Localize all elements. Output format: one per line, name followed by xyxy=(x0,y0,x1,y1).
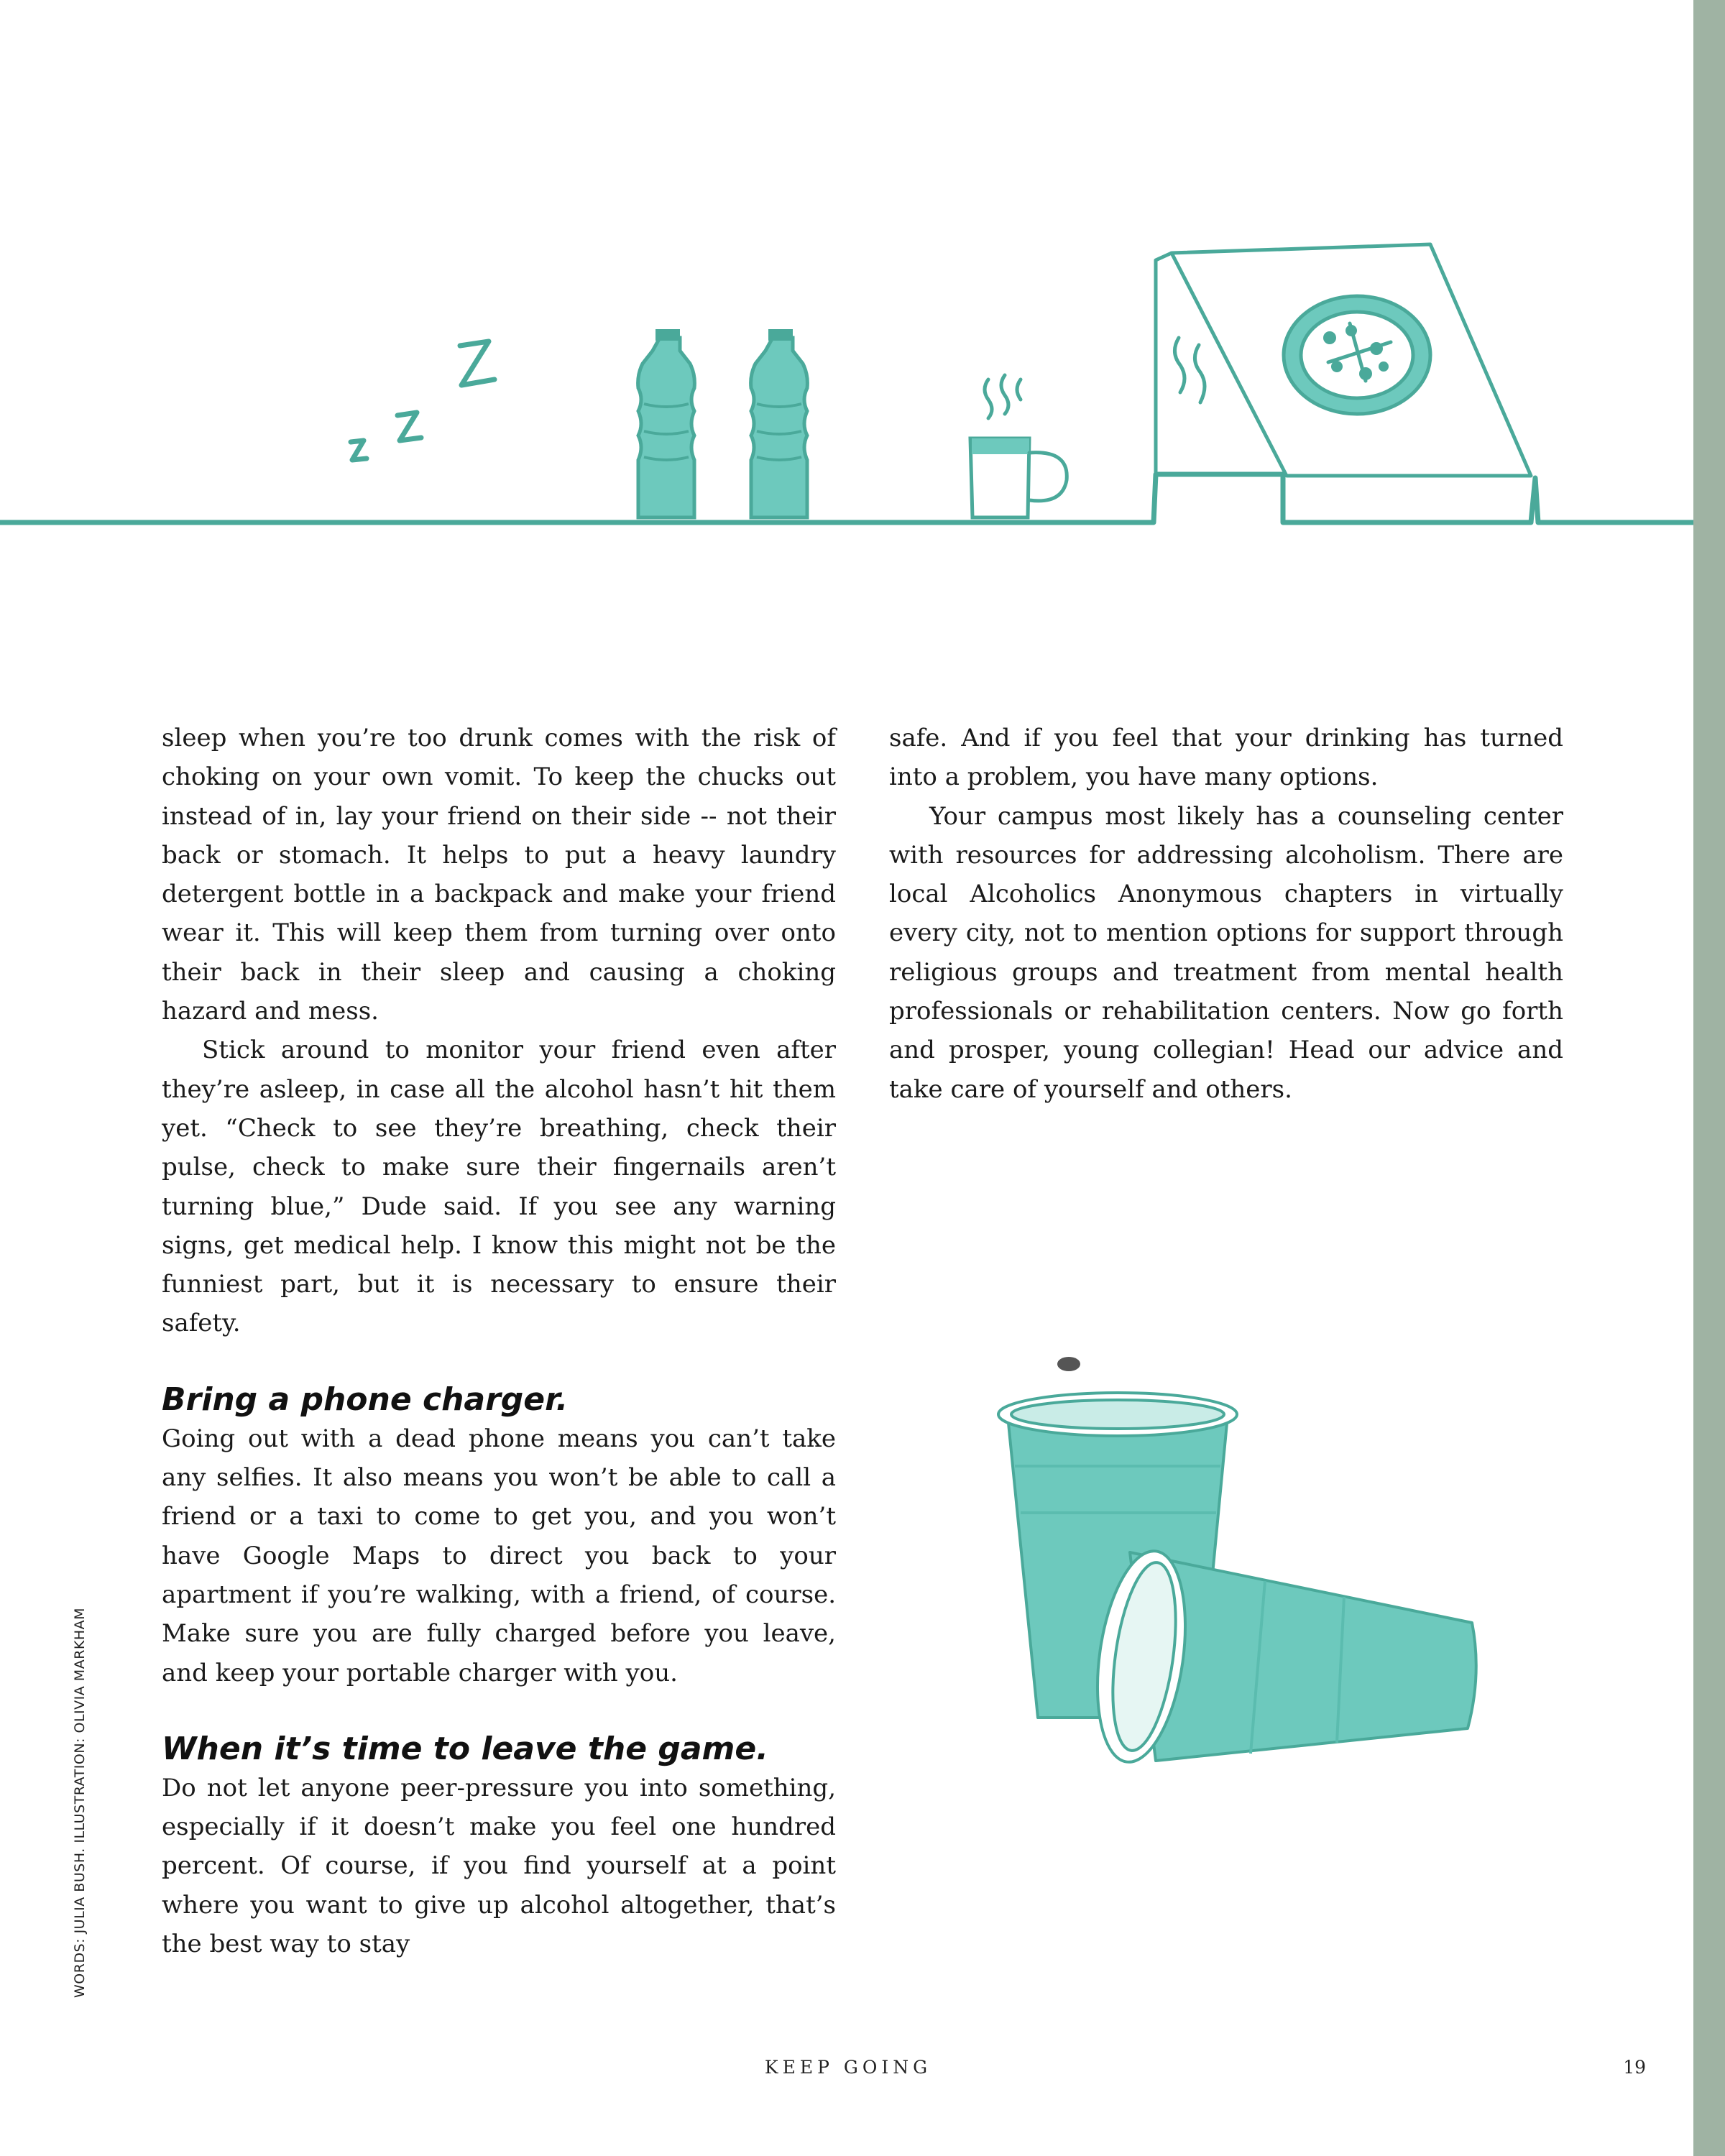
page-number: 19 xyxy=(1623,2057,1646,2078)
side-color-bar xyxy=(1693,0,1725,2156)
section-heading-charger: Bring a phone charger. xyxy=(162,1381,569,1418)
section-heading-leave: When it’s time to leave the game. xyxy=(162,1730,768,1767)
photo-credit: WORDS: JULIA BUSH. ILLUSTRATION: OLIVIA MARKHAM xyxy=(72,1607,88,1998)
water-bottle-icon xyxy=(638,329,695,517)
body-paragraph: Stick around to monitor your friend even after they’re asleep, in case all the alcohol hasn’t hit them yet. “Check to see they’re breathing, check their pulse, check to make sure their fingernails aren’t turning blue,” Dude said. If you see any warning signs, get medical help. I know this might not be the funniest part, but it is necessary to ensure their safety. xyxy=(162,1036,836,1338)
water-bottle-icon xyxy=(751,329,808,517)
body-paragraph: Your campus most likely has a counseling center with resources for addressing alcoholism. There are local Alcoholics Anonymous chapters in virtually every city, not to mention options for support through religious groups and treatment from mental health professionals or rehabilitation centers. Now go forth and prosper, young collegian! Head our advice and take care of yourself and others. xyxy=(889,801,1563,1104)
left-column xyxy=(162,719,836,1963)
body-paragraph: safe. And if you feel that your drinking has turned into a problem, you have many options. xyxy=(889,724,1563,792)
body-paragraph: sleep when you’re too drunk comes with the risk of choking on your own vomit. To keep the chucks out instead of in, lay your friend on their side -- not their back or stomach. It helps to put a heavy laundry detergent bottle in a backpack and make your friend wear it. This will keep them from turning over onto their back in their sleep and causing a choking hazard and mess. xyxy=(162,724,836,1026)
cups-illustration xyxy=(963,1330,1524,1789)
right-column xyxy=(889,719,1563,1109)
tipped-plastic-cup-icon xyxy=(1085,1545,1476,1767)
coffee-mug-icon xyxy=(970,375,1067,517)
body-paragraph: Do not let anyone peer-pressure you into something, especially if it doesn’t make you feel one hundred percent. Of course, if you find yourself at a point where you want to give up alcohol altogether, that’s the best way to stay xyxy=(162,1773,836,1959)
zzz-icon xyxy=(351,341,494,460)
top-illustration xyxy=(0,216,1693,575)
pizza-box-icon xyxy=(1156,244,1531,476)
body-paragraph: Going out with a dead phone means you can’t take any selfies. It also means you won’t be able to call a friend or a taxi to come to get you, and you won’t have Google Maps to direct you back to your apartment if you’re walking, with a friend, of course. Make sure you are fully charged before you leave, and keep your portable charger with you. xyxy=(162,1424,836,1687)
footer-title: KEEP GOING xyxy=(764,2057,932,2078)
shelf-line xyxy=(0,474,1693,522)
